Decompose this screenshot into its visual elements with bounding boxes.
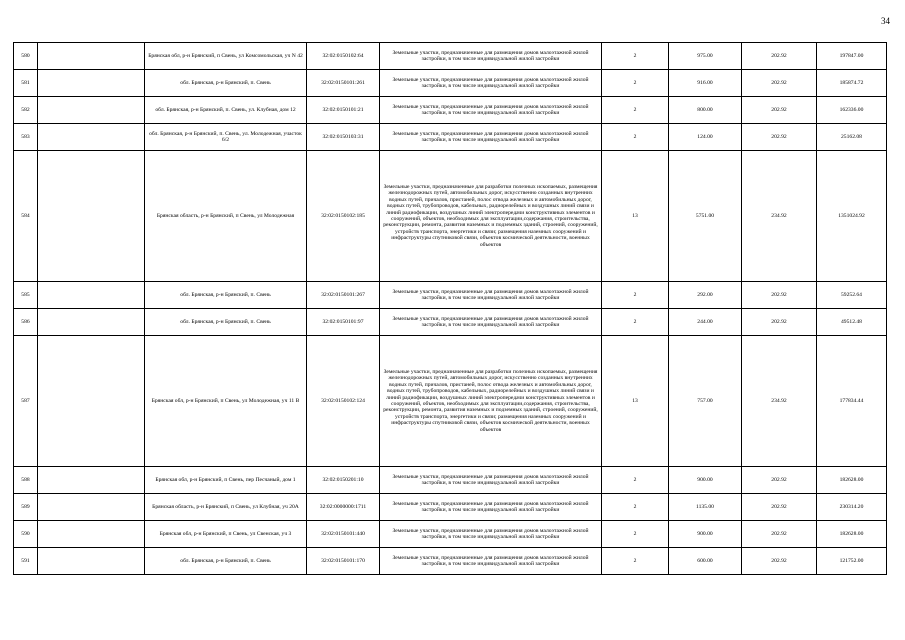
table-row: [14, 467, 887, 494]
blank-cell: [38, 336, 145, 467]
cadastral-value-cell: 177834.44: [817, 336, 887, 467]
land-use-description-cell: Земельные участки, предназначенные для разработки полезных ископаемых, размещения железнодорожных путей, автомобильных дорог, искусственно созданных внутренних водных путей, причалов, пристаней, полос отвода железных и автомобильных дорог, водных путей, трубопроводов, кабельных, радиорелейных и воздушных линий связи и линий радиофикации, воздушных линий электропередачи конструктивных элементов и сооружений, объектов, необходимых для эксплуатации,содержания, строительства, реконструкции, ремонта, развития наземных и подземных зданий, строений, сооружений, устройств транспорта, энергетики и связи; размещения наземных сооружений и инфраструктуры спутниковой связи, объектов космической деятельности, военных объектов: [380, 151, 602, 282]
cadastral-value-cell: 182628.00: [817, 521, 887, 548]
rate-cell: 202.92: [742, 494, 817, 521]
table-row: [14, 151, 887, 282]
cadastral-number-cell: 32:02:0150101:21: [307, 97, 380, 124]
area-cell: 1135.00: [669, 494, 742, 521]
land-use-description-cell: Земельные участки, предназначенные для разработки полезных ископаемых, размещения железнодорожных путей, автомобильных дорог, искусственно созданных внутренних водных путей, причалов, пристаней, полос отвода железных и автомобильных дорог, водных путей, трубопроводов, кабельных, радиорелейных и воздушных линий связи и линий радиофикации, воздушных линий электропередачи конструктивных элементов и сооружений, объектов, необходимых для эксплуатации,содержания, строительства, реконструкции, ремонта, развития наземных и подземных зданий, строений, сооружений, устройств транспорта, энергетики и связи; размещения наземных сооружений и инфраструктуры спутниковой связи, объектов космической деятельности, военных объектов: [380, 336, 602, 467]
cadastral-value-cell: 25162.08: [817, 124, 887, 151]
area-cell: 600.00: [669, 548, 742, 575]
table-row: [14, 282, 887, 309]
cadastral-value-cell: 185874.72: [817, 70, 887, 97]
blank-cell: [38, 151, 145, 282]
row-number: 589: [14, 494, 38, 521]
table-row: [14, 70, 887, 97]
area-cell: 800.00: [669, 97, 742, 124]
address-cell: Брянская обл, р-н Брянский, п Свень, ул Молодежная, уч 11 В: [145, 336, 307, 467]
land-use-description-cell: Земельные участки, предназначенные для размещения домов малоэтажной жилой застройки, в том числе индивидуальной жилой застройки: [380, 97, 602, 124]
cadastral-number-cell: 32:02:0150102:185: [307, 151, 380, 282]
area-cell: 975.00: [669, 43, 742, 70]
cadastral-number-cell: 32:02:0150103:31: [307, 124, 380, 151]
row-number: 585: [14, 282, 38, 309]
address-cell: Брянская обл, р-н Брянский, п Свень, пер Песчаный, дом 1: [145, 467, 307, 494]
category-code-cell: 2: [602, 467, 669, 494]
address-cell: обл. Брянская, р-н Брянский, п. Свень, ул. Молодежная, участок 6/2: [145, 124, 307, 151]
blank-cell: [38, 124, 145, 151]
area-cell: 900.00: [669, 521, 742, 548]
land-use-description-cell: Земельные участки, предназначенные для размещения домов малоэтажной жилой застройки, в том числе индивидуальной жилой застройки: [380, 309, 602, 336]
table-row: [14, 494, 887, 521]
category-code-cell: 2: [602, 494, 669, 521]
cadastral-number-cell: 32:02:0150101:261: [307, 70, 380, 97]
blank-cell: [38, 467, 145, 494]
category-code-cell: 2: [602, 70, 669, 97]
row-number: 588: [14, 467, 38, 494]
address-cell: Брянская область, р-н Брянский, п Свень, ул Молодежная: [145, 151, 307, 282]
rate-cell: 202.92: [742, 124, 817, 151]
land-use-description-cell: Земельные участки, предназначенные для размещения домов малоэтажной жилой застройки, в том числе индивидуальной жилой застройки: [380, 467, 602, 494]
area-cell: 5751.00: [669, 151, 742, 282]
land-use-description-cell: Земельные участки, предназначенные для размещения домов малоэтажной жилой застройки, в том числе индивидуальной жилой застройки: [380, 494, 602, 521]
address-cell: обл. Брянская, р-н Брянский, п. Свень: [145, 309, 307, 336]
cadastral-value-cell: 162336.00: [817, 97, 887, 124]
address-cell: обл. Брянская, р-н Брянский, п. Свень: [145, 70, 307, 97]
rate-cell: 202.92: [742, 43, 817, 70]
blank-cell: [38, 309, 145, 336]
cadastral-value-cell: 230314.20: [817, 494, 887, 521]
table-row: [14, 548, 887, 575]
row-number: 580: [14, 43, 38, 70]
cadastral-number-cell: 32:02:0150201:10: [307, 467, 380, 494]
rate-cell: 234.92: [742, 151, 817, 282]
cadastral-number-cell: 32:02:0150101:97: [307, 309, 380, 336]
table-body: [14, 43, 887, 575]
blank-cell: [38, 43, 145, 70]
address-cell: обл. Брянская, р-н Брянский, п. Свень: [145, 548, 307, 575]
area-cell: 244.00: [669, 309, 742, 336]
area-cell: 292.00: [669, 282, 742, 309]
cadastral-value-cell: 49512.48: [817, 309, 887, 336]
address-cell: обл. Брянская, р-н Брянский, п. Свень, ул. Клубная, дом 12: [145, 97, 307, 124]
rate-cell: 234.92: [742, 336, 817, 467]
address-cell: Брянская обл, р-н Брянский, п Свень, ул Комсомольская, уч N 42: [145, 43, 307, 70]
table-row: [14, 97, 887, 124]
blank-cell: [38, 548, 145, 575]
land-use-description-cell: Земельные участки, предназначенные для размещения домов малоэтажной жилой застройки, в том числе индивидуальной жилой застройки: [380, 521, 602, 548]
land-use-description-cell: Земельные участки, предназначенные для размещения домов малоэтажной жилой застройки, в том числе индивидуальной жилой застройки: [380, 70, 602, 97]
land-use-description-cell: Земельные участки, предназначенные для размещения домов малоэтажной жилой застройки, в том числе индивидуальной жилой застройки: [380, 124, 602, 151]
category-code-cell: 2: [602, 43, 669, 70]
category-code-cell: 2: [602, 124, 669, 151]
area-cell: 757.00: [669, 336, 742, 467]
category-code-cell: 2: [602, 521, 669, 548]
table-row: [14, 309, 887, 336]
land-use-description-cell: Земельные участки, предназначенные для размещения домов малоэтажной жилой застройки, в том числе индивидуальной жилой застройки: [380, 282, 602, 309]
cadastral-value-cell: 197847.00: [817, 43, 887, 70]
table-row: [14, 521, 887, 548]
rate-cell: 202.92: [742, 97, 817, 124]
cadastral-value-cell: 59252.64: [817, 282, 887, 309]
cadastral-number-cell: 32:02:0150101:440: [307, 521, 380, 548]
cadastral-number-cell: 32:02:0150101:170: [307, 548, 380, 575]
row-number: 582: [14, 97, 38, 124]
blank-cell: [38, 282, 145, 309]
category-code-cell: 2: [602, 309, 669, 336]
blank-cell: [38, 494, 145, 521]
row-number: 591: [14, 548, 38, 575]
category-code-cell: 2: [602, 548, 669, 575]
address-cell: Брянская область, р-н Брянский, п Свень, ул Клубная, уч 20А: [145, 494, 307, 521]
table-row: [14, 43, 887, 70]
land-cadastral-table: [13, 42, 887, 575]
cadastral-number-cell: 32:02:0000000:1711: [307, 494, 380, 521]
cadastral-value-cell: 121752.00: [817, 548, 887, 575]
row-number: 583: [14, 124, 38, 151]
cadastral-number-cell: 32:02:0150102:124: [307, 336, 380, 467]
rate-cell: 202.92: [742, 70, 817, 97]
row-number: 587: [14, 336, 38, 467]
blank-cell: [38, 70, 145, 97]
rate-cell: 202.92: [742, 548, 817, 575]
row-number: 590: [14, 521, 38, 548]
category-code-cell: 2: [602, 282, 669, 309]
category-code-cell: 13: [602, 151, 669, 282]
blank-cell: [38, 521, 145, 548]
table-row: [14, 124, 887, 151]
category-code-cell: 13: [602, 336, 669, 467]
area-cell: 900.00: [669, 467, 742, 494]
row-number: 581: [14, 70, 38, 97]
address-cell: обл. Брянская, р-н Брянский, п. Свень: [145, 282, 307, 309]
address-cell: Брянская обл, р-н Брянский, п Свень, ул Свенская, уч 3: [145, 521, 307, 548]
cadastral-value-cell: 1351024.92: [817, 151, 887, 282]
area-cell: 916.00: [669, 70, 742, 97]
blank-cell: [38, 97, 145, 124]
land-use-description-cell: Земельные участки, предназначенные для размещения домов малоэтажной жилой застройки, в том числе индивидуальной жилой застройки: [380, 548, 602, 575]
area-cell: 124.00: [669, 124, 742, 151]
table-row: [14, 336, 887, 467]
rate-cell: 202.92: [742, 282, 817, 309]
category-code-cell: 2: [602, 97, 669, 124]
page-number: 34: [881, 16, 890, 26]
cadastral-value-cell: 182628.00: [817, 467, 887, 494]
land-use-description-cell: Земельные участки, предназначенные для размещения домов малоэтажной жилой застройки, в том числе индивидуальной жилой застройки: [380, 43, 602, 70]
cadastral-number-cell: 32:02:0150102:64: [307, 43, 380, 70]
rate-cell: 202.92: [742, 309, 817, 336]
row-number: 584: [14, 151, 38, 282]
cadastral-number-cell: 32:02:0150101:267: [307, 282, 380, 309]
row-number: 586: [14, 309, 38, 336]
rate-cell: 202.92: [742, 521, 817, 548]
rate-cell: 202.92: [742, 467, 817, 494]
